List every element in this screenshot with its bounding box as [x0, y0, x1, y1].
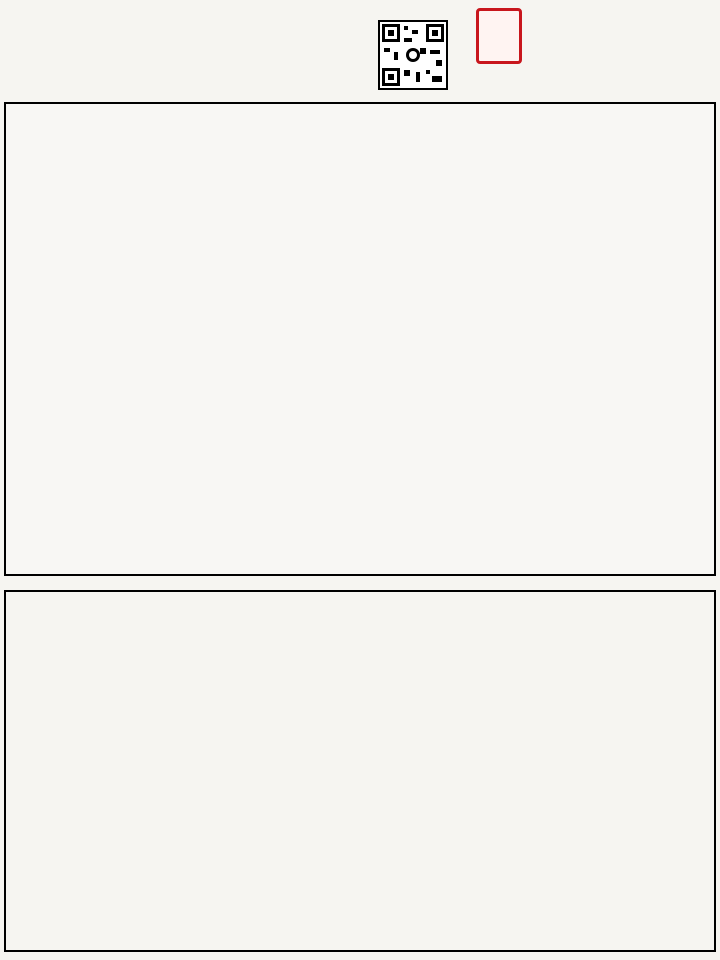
pillars-grid — [4, 102, 716, 576]
qr-code[interactable] — [378, 20, 448, 90]
seal-stamp — [476, 8, 522, 64]
annual-luck-table — [4, 590, 716, 952]
brand-logo — [476, 8, 530, 64]
